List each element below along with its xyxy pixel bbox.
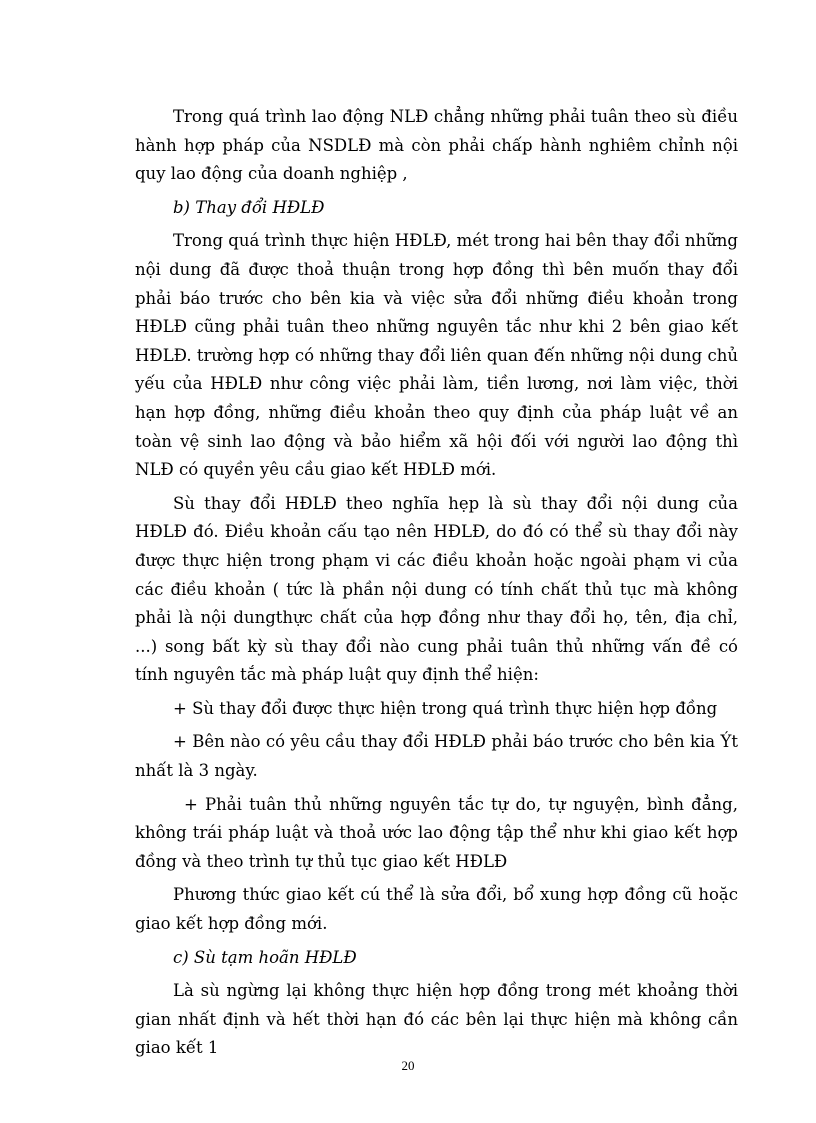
paragraph-method: Phương thức giao kết cú thể là sửa đổi, bổ xung hợp đồng cũ hoặc giao kết hợp đồng mới. [135,885,738,934]
page-number: 20 [401,1058,415,1073]
paragraph-suspension: Là sù ngừng lại không thực hiện hợp đồng trong mét khoảng thời gian nhất định và hết thời hạn đó các bên lại thực hiện mà không cần giao kết 1 [135,981,738,1058]
heading-change-contract: b) Thay đổi HĐLĐ [173,197,325,217]
paragraph-compliance: Trong quá trình lao động NLĐ chẳng những phải tuân theo sù điều hành hợp pháp của NSDLĐ mà còn phải chấp hành nghiêm chỉnh nội quy lao động của doanh nghiệp , [135,107,738,184]
paragraph-change-process: Trong quá trình thực hiện HĐLĐ, mét trong hai bên thay đổi những nội dung đã được thoả thuận trong hợp đồng thì bên muốn thay đổi phải báo trước cho bên kia và việc sửa đổi những điều khoản trong HĐLĐ cũng phải tuân theo những nguyên tắc như khi 2 bên giao kết HĐLĐ. trường hợp có những thay đổi liên quan đến những nội dung chủ yếu của HĐLĐ như công việc phải làm, tiền lương, nơi làm việc, thời hạn hợp đồng, những điều khoản theo quy định của pháp luật về an toàn vệ sinh lao động và bảo hiểm xã hội đối với người lao động thì NLĐ có quyền yêu cầu giao kết HĐLĐ mới. [135,231,738,480]
heading-suspension: c) Sù tạm hoãn HĐLĐ [173,947,357,967]
document-body [135,103,738,1068]
bullet-principles: + Phải tuân thủ những nguyên tắc tự do, tự nguyện, bình đẳng, không trái pháp luật và thoả ước lao động tập thể như khi giao kết hợp đồng và theo trình tự thủ tục giao kết HĐLĐ [135,794,738,871]
bullet-during-contract: + Sù thay đổi được thực hiện trong quá trình thực hiện hợp đồng [173,698,718,718]
paragraph-change-narrow: Sù thay đổi HĐLĐ theo nghĩa hẹp là sù thay đổi nội dung của HĐLĐ đó. Điều khoản cấu tạo nên HĐLĐ, do đó có thể sù thay đổi này được thực hiện trong phạm vi các điều khoản hoặc ngoài phạm vi của các điều khoản ( tức là phần nội dung có tính chất thủ tục mà không phải là nội dungthực chất của hợp đồng như thay đổi họ, tên, địa chỉ, ...) song bất kỳ sù thay đổi nào cung phải tuân thủ những vấn đề có tính nguyên tắc mà pháp luật quy định thể hiện: [135,493,738,685]
bullet-notice-3-days: + Bên nào có yêu cầu thay đổi HĐLĐ phải báo trước cho bên kia Ýt nhất là 3 ngày. [135,732,738,781]
